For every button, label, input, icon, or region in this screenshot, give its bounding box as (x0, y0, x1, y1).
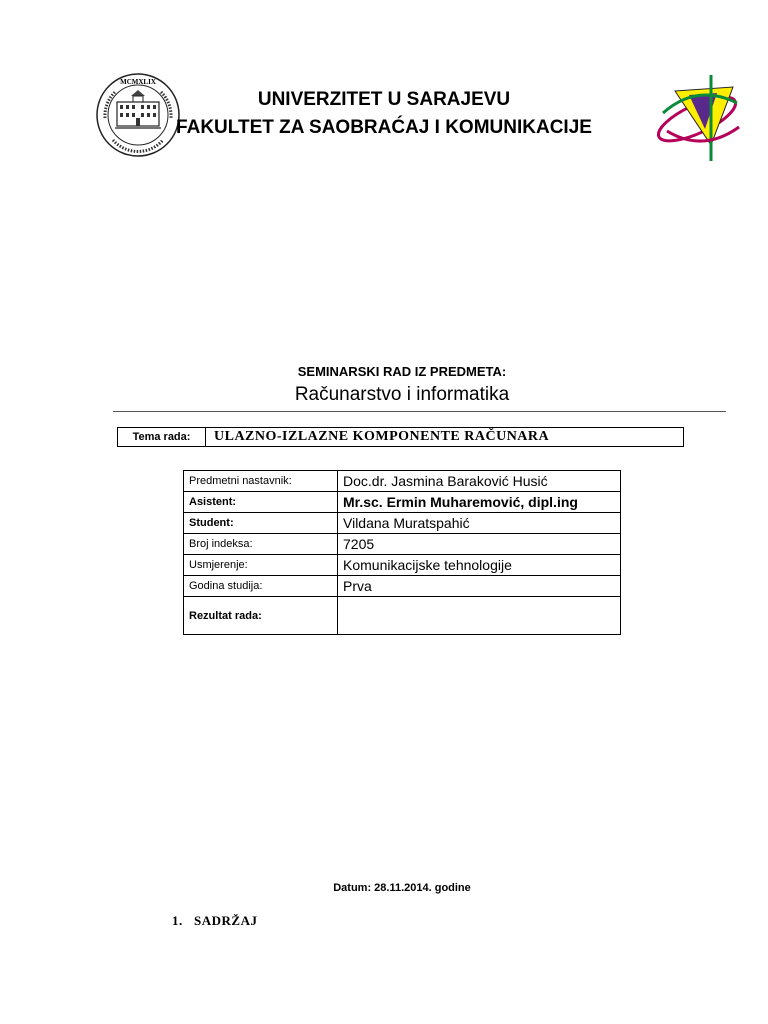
toc-title: SADRŽAJ (194, 913, 258, 928)
table-row (184, 471, 621, 492)
row-key: Asistent: (184, 492, 338, 513)
tema-box (117, 427, 684, 447)
university-name: UNIVERZITET U SARAJEVU (257, 89, 511, 110)
row-key: Rezultat rada: (184, 597, 338, 635)
tema-label: Tema rada: (118, 428, 206, 446)
row-key: Predmetni nastavnik: (184, 471, 338, 492)
table-row (184, 534, 621, 555)
table-row (184, 576, 621, 597)
tema-value: ULAZNO-IZLAZNE KOMPONENTE RAČUNARA (214, 429, 550, 444)
faculty-name: FAKULTET ZA SAOBRAĆAJ I KOMUNIKACIJE (176, 117, 592, 138)
row-value: Mr.sc. Ermin Muharemović, dipl.ing (338, 492, 621, 513)
row-value (338, 597, 621, 635)
subject-title: Računarstvo i informatika (294, 384, 510, 405)
toc-heading (172, 913, 257, 929)
date-line: Datum: 28.11.2014. godine (333, 882, 471, 894)
table-row (184, 555, 621, 576)
table-row (184, 492, 621, 513)
seal-text: MCMXLIX (120, 78, 156, 86)
row-key: Student: (184, 513, 338, 534)
row-key: Godina studija: (184, 576, 338, 597)
info-table (183, 470, 621, 635)
table-row (184, 513, 621, 534)
row-key: Usmjerenje: (184, 555, 338, 576)
row-value: Prva (338, 576, 621, 597)
institution-title (0, 86, 768, 142)
row-key: Broj indeksa: (184, 534, 338, 555)
row-value: Doc.dr. Jasmina Baraković Husić (338, 471, 621, 492)
table-row (184, 597, 621, 635)
seminar-label: SEMINARSKI RAD IZ PREDMETA: (297, 364, 507, 379)
divider (113, 411, 726, 412)
toc-number: 1. (172, 913, 183, 928)
row-value: Komunikacijske tehnologije (338, 555, 621, 576)
row-value: Vildana Muratspahić (338, 513, 621, 534)
row-value: 7205 (338, 534, 621, 555)
